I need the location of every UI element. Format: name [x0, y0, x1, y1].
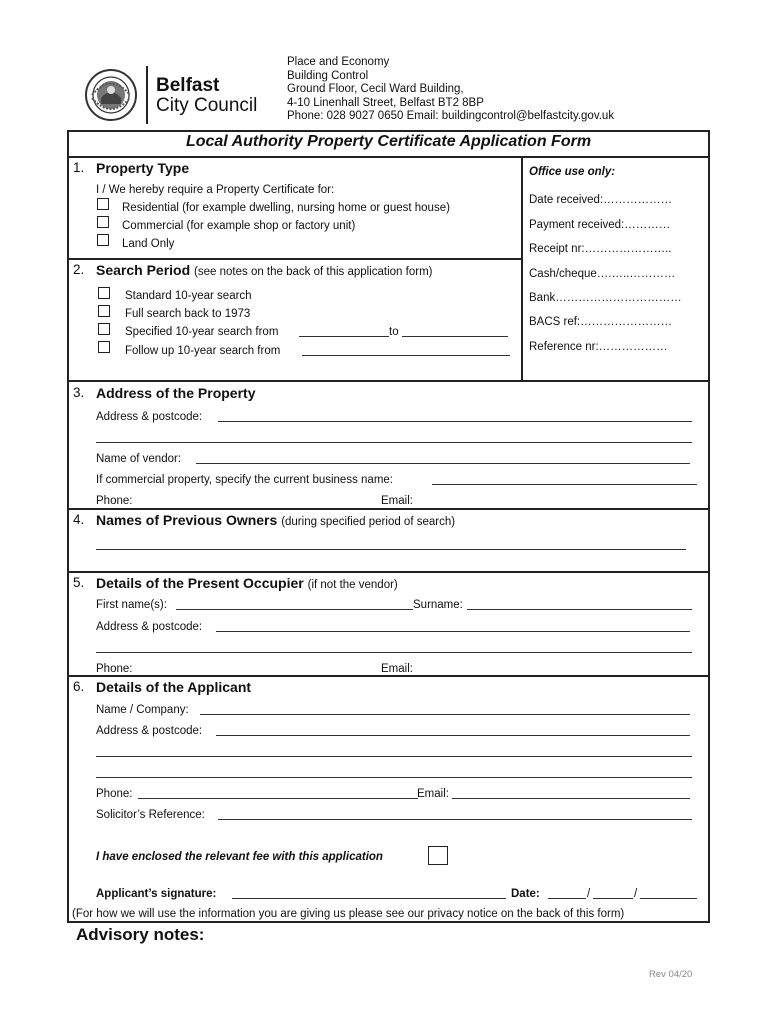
section-5-title — [96, 575, 398, 591]
residential-checkbox[interactable] — [97, 198, 109, 210]
office-use-title: Office use only: — [529, 166, 616, 178]
section-4-number: 4. — [73, 512, 85, 527]
follow-up-search-label: Follow up 10-year search from — [125, 345, 281, 357]
date-separator: / — [587, 888, 591, 900]
first-name-label: First name(s): — [96, 599, 167, 611]
occupier-address-label: Address & postcode: — [96, 621, 203, 633]
occupier-phone-label: Phone: — [96, 663, 133, 675]
email-label: Email: — [381, 495, 413, 507]
date-day-field[interactable] — [548, 898, 586, 899]
applicant-address-field[interactable] — [216, 735, 690, 736]
applicant-address-label: Address & postcode: — [96, 725, 203, 737]
address-line: Ground Floor, Cecil Ward Building, — [287, 83, 464, 95]
phone-label: Phone: — [96, 495, 133, 507]
section-4-title — [96, 512, 455, 528]
address-line: Building Control — [287, 69, 369, 82]
standard-search-label: Standard 10-year search — [125, 290, 252, 302]
section-2-title — [96, 262, 432, 278]
applicant-email-field[interactable] — [452, 798, 690, 799]
logo-divider — [146, 66, 148, 124]
commercial-label: Commercial (for example shop or factory unit) — [122, 220, 356, 232]
address-line: 4-10 Linenhall Street, Belfast BT2 8BP — [287, 96, 484, 109]
applicant-phone-field[interactable] — [138, 798, 418, 799]
commercial-checkbox[interactable] — [97, 216, 109, 228]
occupier-surname-field[interactable] — [467, 609, 692, 610]
section-4-title-text: Names of Previous Owners — [96, 512, 278, 528]
privacy-note: (For how we will use the information you are giving us please see our privacy notice on the back of this form) — [72, 908, 625, 920]
office-row: BACS ref:…………………… — [529, 316, 673, 328]
solicitor-label: Solicitor’s Reference: — [96, 809, 205, 821]
to-label: to — [389, 326, 399, 338]
fee-enclosed-checkbox[interactable] — [428, 846, 448, 865]
specified-from-field[interactable] — [299, 336, 389, 337]
residential-label: Residential (for example dwelling, nursing home or guest house) — [122, 202, 450, 214]
address-line: Place and Economy — [287, 56, 390, 68]
section-1-number: 1. — [73, 160, 85, 175]
section-5-subtitle: (if not the vendor) — [307, 579, 398, 591]
form-title: Local Authority Property Certificate Application Form — [185, 133, 592, 150]
office-row: Cash/cheque….…..………… — [529, 268, 676, 280]
land-only-checkbox[interactable] — [97, 234, 109, 246]
revision-label: Rev 04/20 — [649, 969, 693, 980]
office-row: Bank…………………………… — [529, 292, 682, 304]
section-divider — [67, 258, 523, 260]
property-address-field-2[interactable] — [96, 442, 692, 443]
occupier-address-field[interactable] — [216, 631, 690, 632]
vendor-label: Name of vendor: — [96, 453, 182, 465]
applicant-address-field-2[interactable] — [96, 756, 692, 757]
signature-field[interactable] — [232, 898, 506, 899]
surname-label: Surname: — [413, 599, 463, 611]
specified-search-label: Specified 10-year search from — [125, 326, 279, 338]
applicant-address-field-3[interactable] — [96, 777, 692, 778]
section-3-title: Address of the Property — [96, 385, 256, 401]
logo-line-2: City Council — [156, 95, 258, 116]
office-row: Reference nr:……………… — [529, 341, 668, 353]
date-year-field[interactable] — [640, 898, 697, 899]
section-1-intro: I / We hereby require a Property Certificate for: — [96, 184, 335, 196]
section-1-title: Property Type — [96, 160, 190, 176]
occupier-first-name-field[interactable] — [176, 609, 413, 610]
logo-line-1: Belfast — [156, 75, 220, 96]
follow-up-search-checkbox[interactable] — [98, 341, 110, 353]
applicant-email-label: Email: — [417, 788, 449, 800]
section-2-number: 2. — [73, 262, 85, 277]
date-separator: / — [634, 888, 638, 900]
follow-up-from-field[interactable] — [302, 355, 510, 356]
address-label: Address & postcode: — [96, 411, 203, 423]
office-row: Receipt nr:………………….. — [529, 243, 672, 255]
section-3-number: 3. — [73, 385, 85, 400]
applicant-phone-label: Phone: — [96, 788, 133, 800]
address-line: Phone: 028 9027 0650 Email: buildingcontrol@belfastcity.gov.uk — [287, 110, 615, 122]
section-4-subtitle: (during specified period of search) — [281, 516, 456, 528]
property-address-field[interactable] — [218, 421, 692, 422]
fee-label: I have enclosed the relevant fee with this application — [96, 851, 383, 863]
business-label: If commercial property, specify the current business name: — [96, 474, 393, 486]
solicitor-reference-field[interactable] — [218, 819, 692, 820]
office-row: Date received:……………… — [529, 194, 673, 206]
header-address — [287, 56, 614, 124]
occupier-address-field-2[interactable] — [96, 652, 692, 653]
applicant-name-field[interactable] — [200, 714, 690, 715]
land-only-label: Land Only — [122, 238, 175, 250]
section-6-number: 6. — [73, 679, 85, 694]
logo-text — [156, 76, 257, 116]
date-month-field[interactable] — [593, 898, 633, 899]
signature-label: Applicant’s signature: — [96, 888, 217, 900]
specified-search-checkbox[interactable] — [98, 323, 110, 335]
vendor-field[interactable] — [196, 463, 690, 464]
date-label: Date: — [511, 888, 540, 900]
applicant-name-label: Name / Company: — [96, 704, 189, 716]
business-name-field[interactable] — [432, 484, 697, 485]
full-search-label: Full search back to 1973 — [125, 308, 251, 320]
section-6-title: Details of the Applicant — [96, 679, 252, 695]
council-crest — [84, 68, 138, 122]
section-2-subtitle: (see notes on the back of this application form) — [194, 266, 433, 278]
full-search-checkbox[interactable] — [98, 305, 110, 317]
office-row: Payment received:………… — [529, 219, 671, 231]
section-5-title-text: Details of the Present Occupier — [96, 575, 304, 591]
specified-to-field[interactable] — [402, 336, 508, 337]
advisory-heading: Advisory notes: — [76, 925, 205, 944]
section-2-title-text: Search Period — [96, 262, 191, 278]
occupier-email-label: Email: — [381, 663, 413, 675]
previous-owners-field[interactable] — [96, 549, 686, 550]
standard-search-checkbox[interactable] — [98, 287, 110, 299]
section-5-number: 5. — [73, 575, 85, 590]
